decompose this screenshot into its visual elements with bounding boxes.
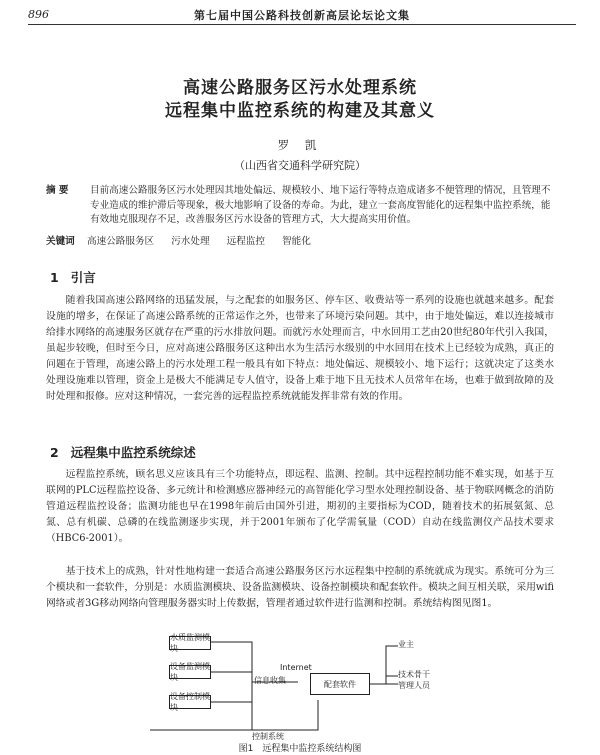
keyword: 污水处理 xyxy=(171,236,210,247)
section-heading-2: 2 远程集中监控系统综述 xyxy=(50,445,196,460)
affiliation: （山西省交通科学研究院） xyxy=(234,159,366,172)
label-control-system: 控制系统 xyxy=(252,732,284,741)
section2-paragraph-2: 基于技术上的成熟，针对性地构建一套适合高速公路服务区污水远程集中控制的系统就成为现实。系统可分为三个模块和一套软件，分别是：水质监测模块、设备监测模块、设备控制模块和配套软件。模块之间互相关联，采用wifi网络或者3G移动网络向管理服务器实时上传数据，管理者通过软件进行监测和控制。系统结构图见图1。 xyxy=(46,566,554,609)
label-manager: 管理人员 xyxy=(398,681,430,690)
keyword: 远程监控 xyxy=(226,236,266,247)
label-info-collect: 信息收集 xyxy=(254,676,286,685)
abstract-text: 目前高速公路服务区污水处理因其地处偏远、规模较小、地下运行等特点造成诸多不便管理的情况，且管理不专业造成的维护滞后等现象，极大地影响了设备的寿命。为此，建立一套高度智能化的远程集中监控系统，能有效地克服现存不足，改善服务区污水设备的管理方式，大大提高实用价值。 xyxy=(90,185,551,226)
page-number: 896 xyxy=(28,8,49,21)
keyword: 智能化 xyxy=(282,236,311,247)
paper-title-line2: 远程集中监控系统的构建及其意义 xyxy=(165,101,435,121)
running-header xyxy=(28,6,576,25)
paper-title-line1: 高速公路服务区污水处理系统 xyxy=(183,78,417,98)
journal-title: 第七届中国公路科技创新高层论坛论文集 xyxy=(194,9,410,22)
section-heading-1: 1 引言 xyxy=(50,270,96,285)
module-equipment-monitor: 设备监测模块 xyxy=(170,662,210,682)
author-name: 罗 凯 xyxy=(277,138,323,152)
keyword: 高速公路服务区 xyxy=(86,236,155,247)
abstract-label: 摘 要 xyxy=(46,185,69,196)
figure-caption: 图1 远程集中监控系统结构图 xyxy=(238,744,362,754)
keywords xyxy=(46,233,558,247)
keywords-label: 关键词 xyxy=(46,236,75,247)
figure-system-structure xyxy=(150,633,450,741)
abstract xyxy=(46,184,558,228)
label-tech-staff: 技术骨干 xyxy=(398,670,430,679)
label-internet: Internet xyxy=(280,663,312,672)
module-water-quality: 水质监测模块 xyxy=(170,633,210,653)
label-owner: 业主 xyxy=(398,640,414,649)
section2-paragraph-1: 远程监控系统，顾名思义应该具有三个功能特点，即远程、监测、控制。其中远程控制功能不难实现，如基于互联网的PLC远程监控设备、多元统计和检测感应器神经元的高智能化学习型水处理控制设备、基于物联网概念的消防管道远程监控设备；监测功能也早在1998年前后由国外引进，期初的主要指标为COD，随着技术的拓展氨氮、总氮、总有机碳、总磷的在线监测逐步实现，并于2001年颁布了化学需氧量（COD）自动在线监测仪产品技术要求（HBC6-2001）。 xyxy=(46,469,554,544)
box-software: 配套软件 xyxy=(310,673,370,695)
module-equipment-control: 设备控制模块 xyxy=(170,692,210,712)
section1-paragraph: 随着我国高速公路网络的迅猛发展，与之配套的如服务区、停车区、收费站等一系列的设施也就越来越多。配套设施的增多，在保证了高速公路系统的正常运作之外，也带来了环境污染问题。其中，由于地处偏远，难以连接城市给排水网络的高速服务区就存在严重的污水排放问题。而就污水处理而言，中水回用工艺由20世纪80年代引入我国，虽起步较晚，但时至今日，应对高速公路服务区这种出水为生活污水级别的中水回用在技术上已经较为成熟，真正的问题在于管理，高速公路上的污水处理工程一般具有如下特点：地处偏远、规模较小、地下运行；这就决定了这类水处理设施难以管理，资金上是极大不能满足专人值守，设备上难于地下且无技术人员常年在场，也难于做到故障的及时处理和报修。应对这种情况，一套完善的远程监控系统就能发挥非常有效的作用。 xyxy=(46,295,554,402)
